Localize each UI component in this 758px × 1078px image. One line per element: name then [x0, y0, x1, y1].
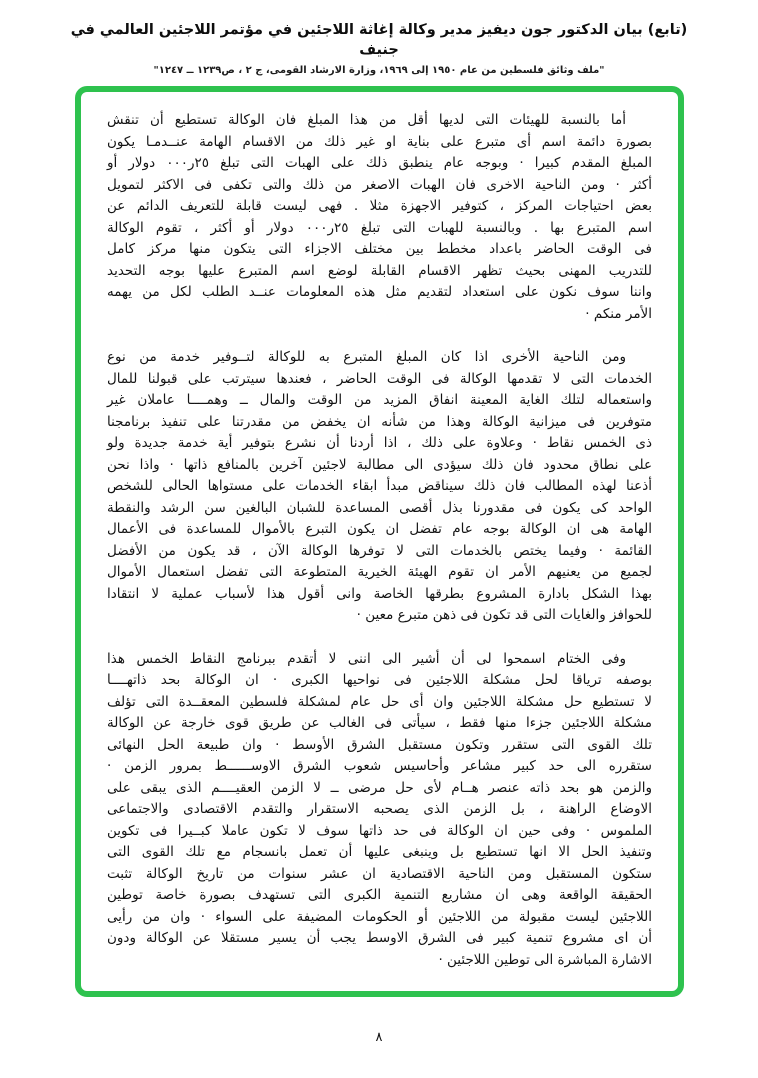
paragraph: [107, 110, 652, 325]
document-header: [0, 0, 758, 76]
page-number: ٨: [375, 1030, 383, 1045]
text-line: للتدريب المهنى بحيث تظهر الاقسام القابلة لوضع اسم المتبرع عليها بوجه التحديد: [107, 262, 652, 279]
text-line: اللاجئين ليست مقبولة من اللاجئين أو الحكومات المضيفة على السواء · وان من رأيى: [107, 908, 652, 925]
text-line: والزمن هو بحد ذاته عنصر هــام لأى حل مرضى ــ لا الزمن العقيــــم الذى يبقى على: [107, 779, 652, 796]
text-line: للحوافز والغايات التى قد تكون فى ذهن متبرع معين ·: [356, 607, 652, 623]
text-line: لجميع من يعنيهم الأمر ان تقوم الهيئة الخيرية المتطوعة التى تفضل استعمال الأموال: [107, 564, 652, 580]
text-line: مشكلة اللاجئين جزءا منها فقط ، سيأتى فى الغالب عن طريق قوى خارجة عن الوكالة: [107, 715, 652, 731]
text-line: الملموس · وفى حين ان الوكالة فى حد ذاتها سوف لا تكون عاملا كبــيرا فى تكوين: [107, 822, 652, 839]
text-line: فى الوقت الحاضر باعداد مخطط بين مختلف الاجزاء التى يتكون منها مركز كامل: [107, 241, 652, 257]
text-line: متوفرين فى ميزانية الوكالة وهذا من شأنه ان يخفض من مقدرتنا على تنفيذ برنامجنا: [107, 413, 652, 430]
text-line: الخدمات التى لا تقدمها الوكالة فى الوقت الحاضر ، فعندها سيترتب على قبولنا للمال: [107, 370, 652, 387]
text-line: ستقرره الى حد كبير مشاعر وأحاسيس شعوب الشرق الاوســــــط بمرور الزمن ·: [107, 758, 652, 774]
text-line: بهذا الشكل بادارة المشروع بطرقها الخاصة وانى أقول هذا لأسباب عملية لا انتقادا: [107, 585, 652, 602]
text-line: الاشارة المباشرة الى توطين اللاجئين ·: [438, 951, 652, 968]
text-line: المبلغ المقدم كبيرا · وبوجه عام ينطبق ذلك على الهبات التى تبلغ ٢٥ر٠٠٠ دولار أو: [107, 155, 652, 171]
paragraph: [107, 649, 652, 972]
text-line: أذعنا لهذه المطالب فان ذلك سيناقض مبدأ ابقاء الخدمات على مستواها الحالى للشخص: [107, 478, 652, 494]
text-line: وتنفيذ الحل الا انها تستطيع بل وينبغى عليها أن تعمل بانسجام مع تلك القوى التى: [107, 844, 652, 860]
text-line: بعض احتياجات المركز ، كتوفير الاجهزة مثلا . فهى ليست قابلة للتعريف الدائم عن: [107, 198, 652, 214]
text-line: ذى الخمس نقاط · وعلاوة على ذلك ، اذا أردنا أن نشرع بتوفير أية خدمة جديدة ولو: [107, 435, 652, 451]
text-line: الواحد كى يكون فى مقدورنا بذل أقصى المساعدة للشبان البالغين سن الرشد والنقطة: [107, 499, 652, 516]
text-line: على نطاق محدود فان ذلك سيؤدى الى مطالبة لاجئين آخرين بالمنافع ذاتها · واذا نحن: [107, 456, 652, 473]
document-source-citation: "ملف وثائق فلسطين من عام ١٩٥٠ إلى ١٩٦٩، وزارة الارشاد القومى، ج ٢ ، ص١٢٣٩ ــ ١٢٤٧": [153, 65, 605, 76]
document-body: [107, 110, 652, 971]
text-line: ستكون المستقبل ومن الناحية الاقتصادية ان عشر سنوات من تاريخ الوكالة تثبت: [107, 865, 652, 882]
text-line: الأمر منكم ·: [585, 305, 652, 322]
text-line: وفى الختام اسمحوا لى أن أشير الى اننى لا أتقدم ببرنامج النقاط الخمس هذا: [107, 650, 626, 667]
text-line: أما بالنسبة للهيئات التى لديها أقل من هذا المبلغ فان الوكالة تستطيع أن تنقش: [107, 112, 626, 128]
text-line: واستعماله لتلك الغاية المعينة انفاق المزيد من الوقت والمال ــ وهمــــا عاملان غير: [107, 392, 652, 408]
text-line: أكثر · ومن الناحية الاخرى فان الهبات الاصغر من ذلك والتى تكفى فى الاكثر لتمويل: [107, 176, 652, 193]
text-line: الحقيقة الواقعة وهى ان مشاريع التنمية الكبرى التى تستهدف بصورة خاصة توطين: [107, 887, 652, 903]
text-line: الاوضاع الراهنة ، بل الزمن الذى يصحبه الاستقرار والتقدم الاقتصادى والاجتماعى: [107, 801, 652, 817]
text-line: ومن الناحية الأخرى اذا كان المبلغ المتبرع به للوكالة لتــوفير خدمة من نوع: [107, 349, 626, 365]
green-border-frame: [75, 86, 684, 997]
text-line: بصورة دائمة اسم أى متبرع على بناية او غير ذلك من الاقسام الهامة عنــدمـا يكون: [107, 133, 652, 150]
text-line: بوصفه ترياقا لحل مشكلة اللاجئين فى نواحيها الكبرى · ان الوكالة بحد ذاتهــــا: [107, 672, 652, 688]
text-line: أن اى مشروع تنمية كبير فى الشرق الاوسط يجب أن يسير مستقلا عن الوكالة ودون: [107, 930, 652, 946]
text-line: الهامة هى ان الوكالة بوجه عام تفضل ان يكون التبرع بالأموال للمساعدة فى الأعمال: [107, 521, 652, 537]
paragraph: [107, 347, 652, 627]
document-title: (تابع) بيان الدكتور جون ديفيز مدير وكالة إغاثة اللاجئين في مؤتمر اللاجئين العالمي في جنيف: [70, 22, 688, 58]
text-line: واننا سوف نكون على استعداد لتقديم مثل هذه المعلومات عنــد الطلب لكل من يهمه: [107, 284, 652, 300]
text-line: تلك القوى التى ستقرر وتكون مستقبل الشرق الأوسط · وان طبيعة الحل النهائى: [107, 736, 652, 753]
text-line: اسم المتبرع بها . وبالنسبة للهبات التى تبلغ ٢٥ر٠٠٠ دولار أو أكثر ، تقوم الوكالة: [107, 219, 652, 236]
text-line: القائمة · وفيما يختص بالخدمات التى لا توفرها الوكالة الآن ، قد يكون من الأفضل: [107, 542, 652, 559]
text-line: لا تستطيع حل مشكلة اللاجئين وان أى حل عام لمشكلة فلسطين المعقــدة التى تؤلف: [107, 693, 652, 710]
